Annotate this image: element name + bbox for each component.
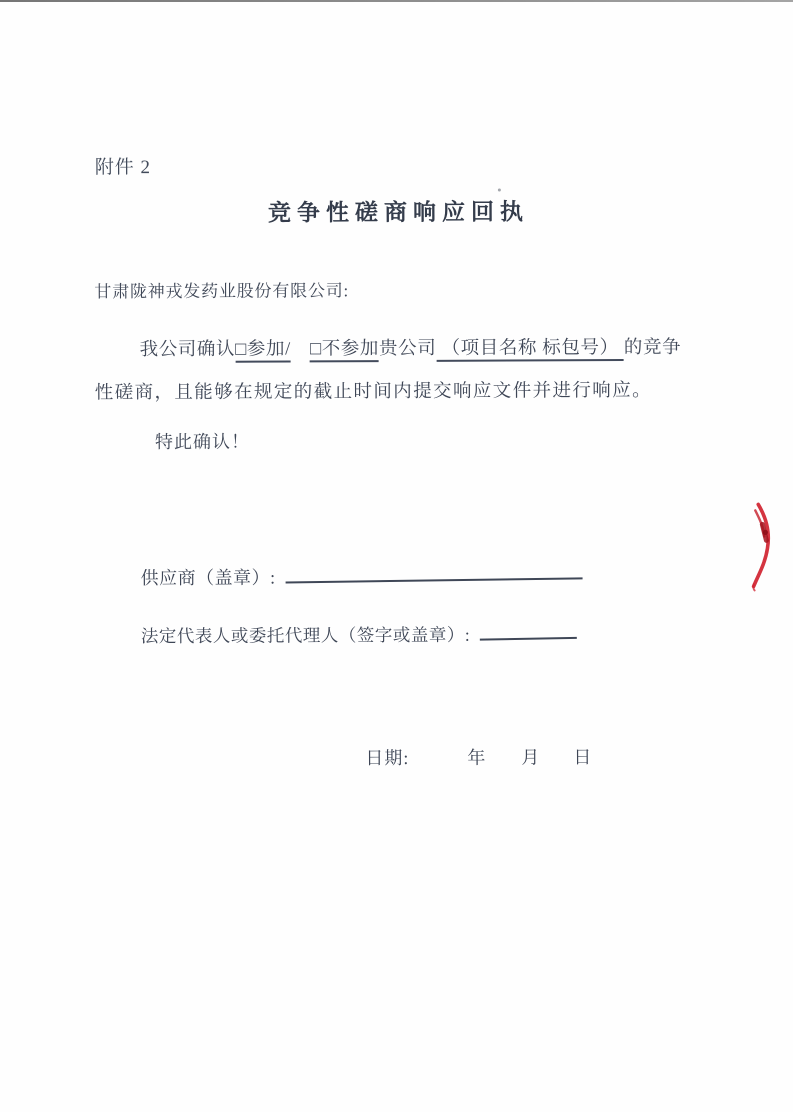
confirmation-line: 特此确认！ bbox=[154, 431, 251, 453]
text-segment: 的竞争 bbox=[623, 337, 682, 359]
supplier-seal-label: 供应商（盖章）: bbox=[140, 567, 276, 589]
date-year-label: 年 bbox=[467, 747, 487, 768]
checkbox-participate-option: □参加/ bbox=[235, 339, 291, 362]
body-line-1 bbox=[140, 333, 682, 361]
supplier-signature-blank bbox=[285, 562, 582, 583]
checkbox-not-participate-option: □不参加 bbox=[310, 339, 379, 362]
addressee-line: 甘肃陇神戎发药业股份有限公司: bbox=[94, 281, 350, 302]
date-day-label: 日 bbox=[573, 747, 593, 768]
date-month-label: 月 bbox=[521, 747, 541, 768]
text-gap bbox=[291, 339, 310, 359]
project-name-blank: （项目名称 标包号） bbox=[436, 338, 624, 362]
date-label: 日期: bbox=[365, 747, 410, 769]
scan-speck bbox=[498, 189, 501, 192]
red-pen-mark bbox=[738, 496, 782, 592]
legal-rep-label: 法定代表人或委托代理人（签字或盖章）: bbox=[140, 624, 471, 647]
attachment-label: 附件 2 bbox=[94, 157, 152, 179]
legal-rep-signature-blank bbox=[480, 622, 577, 641]
supplier-signature-row bbox=[141, 562, 583, 590]
legal-rep-signature-row bbox=[141, 621, 577, 648]
text-segment: 贵公司 bbox=[378, 338, 437, 360]
document-title: 竞争性磋商响应回执 bbox=[267, 199, 530, 226]
text-segment: 我公司确认 bbox=[139, 339, 236, 361]
body-line-2: 性磋商，且能够在规定的截止时间内提交响应文件并进行响应。 bbox=[94, 380, 653, 404]
